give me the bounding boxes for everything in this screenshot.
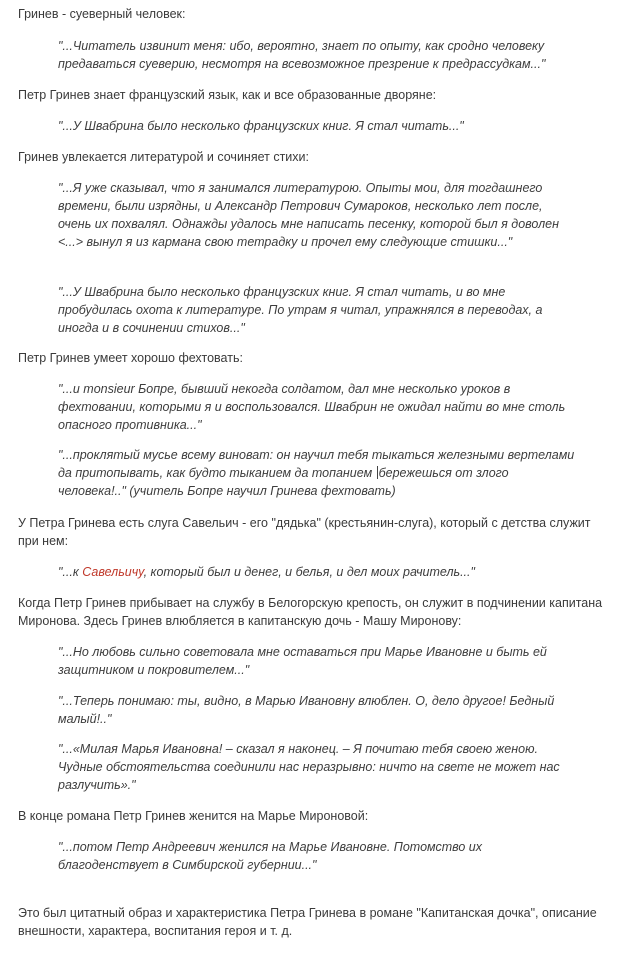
quote-superstition: "...Читатель извинит меня: ибо, вероятно, знает по опыту, как сродно человеку предаваться суеверию, несмотря на всевозможное презрение к предрассудкам..."	[58, 39, 546, 71]
paragraph-fencing: Петр Гринев умеет хорошо фехтовать:	[18, 351, 243, 365]
quote-love-advice: "...Но любовь сильно советовала мне оставаться при Марье Ивановне и быть ей защитником и покровителем..."	[58, 645, 547, 677]
paragraph-literature: Гринев увлекается литературой и сочиняет стихи:	[18, 150, 309, 164]
paragraph-marriage: В конце романа Петр Гринев женится на Марье Мироновой:	[18, 809, 369, 823]
paragraph-conclusion: Это был цитатный образ и характеристика Петра Гринева в романе "Капитанская дочка", описание внешности, характера, воспитания героя и т. д.	[18, 906, 597, 938]
quote-text-part: бережешься от злого человека!.." (учитель Бопре научил Гринева фехтовать)	[58, 466, 509, 498]
quote-text-part: "...проклятый мусье всему виноват: он научил тебя тыкаться железными вертелами да притопывать, как будто тыканием да топанием	[58, 448, 575, 480]
paragraph-superstition: Гринев - суеверный человек:	[18, 7, 186, 21]
paragraph-french: Петр Гринев знает французский язык, как и все образованные дворяне:	[18, 88, 437, 102]
paragraph-servant: У Петра Гринева есть слуга Савельич - его "дядька" (крестьянин-слуга), который с детства служит при нем:	[18, 516, 591, 548]
quote-literature-poems: "...Я уже сказывал, что я занимался литературою. Опыты мои, для тогдашнего времени, были изрядны, и Александр Петрович Сумароков, несколько лет после, очень их похвалял. Однажды удалось мне написать песенку, которой был я доволен <...> вынул я из кармана свою тетрадку и прочел ему следующие стишки..."	[58, 181, 559, 249]
quote-fencing-beaupre: "...и monsieur Бопре, бывший некогда солдатом, дал мне несколько уроков в фехтовании, которыми я и воспользовался. Швабрин не ожидал найти во мне столь опасного противника..."	[58, 382, 566, 432]
quote-savelich	[58, 563, 578, 581]
quote-love-wife: "...«Милая Марья Ивановна! – сказал я наконец. – Я почитаю тебя своею женою. Чудные обстоятельства соединили нас неразрывно: ничто на свете не может нас разлучить»."	[58, 742, 560, 792]
quote-fencing-monsieur	[58, 446, 578, 500]
quote-love-understand: "...Теперь понимаю: ты, видно, в Марью Ивановну влюблен. О, дело другое! Бедный малый!.."	[58, 694, 555, 726]
quote-literature-reading: "...У Швабрина было несколько французских книг. Я стал читать, и во мне пробудилась охота к литературе. По утрам я читал, упражнялся в переводах, а иногда и в сочинении стихов..."	[58, 285, 543, 335]
savelich-link[interactable]: Савельичу	[82, 565, 144, 579]
quote-marriage: "...потом Петр Андреевич женился на Марье Ивановне. Потомство их благоденствует в Симбирской губернии..."	[58, 840, 482, 872]
quote-text-part: "...к	[58, 565, 83, 579]
text-cursor-icon	[377, 466, 378, 479]
quote-french-books: "...У Швабрина было несколько французских книг. Я стал читать..."	[58, 119, 464, 133]
quote-text-part: , который был и денег, и белья, и дел моих рачитель..."	[143, 565, 475, 579]
paragraph-love: Когда Петр Гринев прибывает на службу в Белогорскую крепость, он служит в подчинении капитана Миронова. Здесь Гринев влюбляется в капитанскую дочь - Машу Миронову:	[18, 596, 603, 628]
